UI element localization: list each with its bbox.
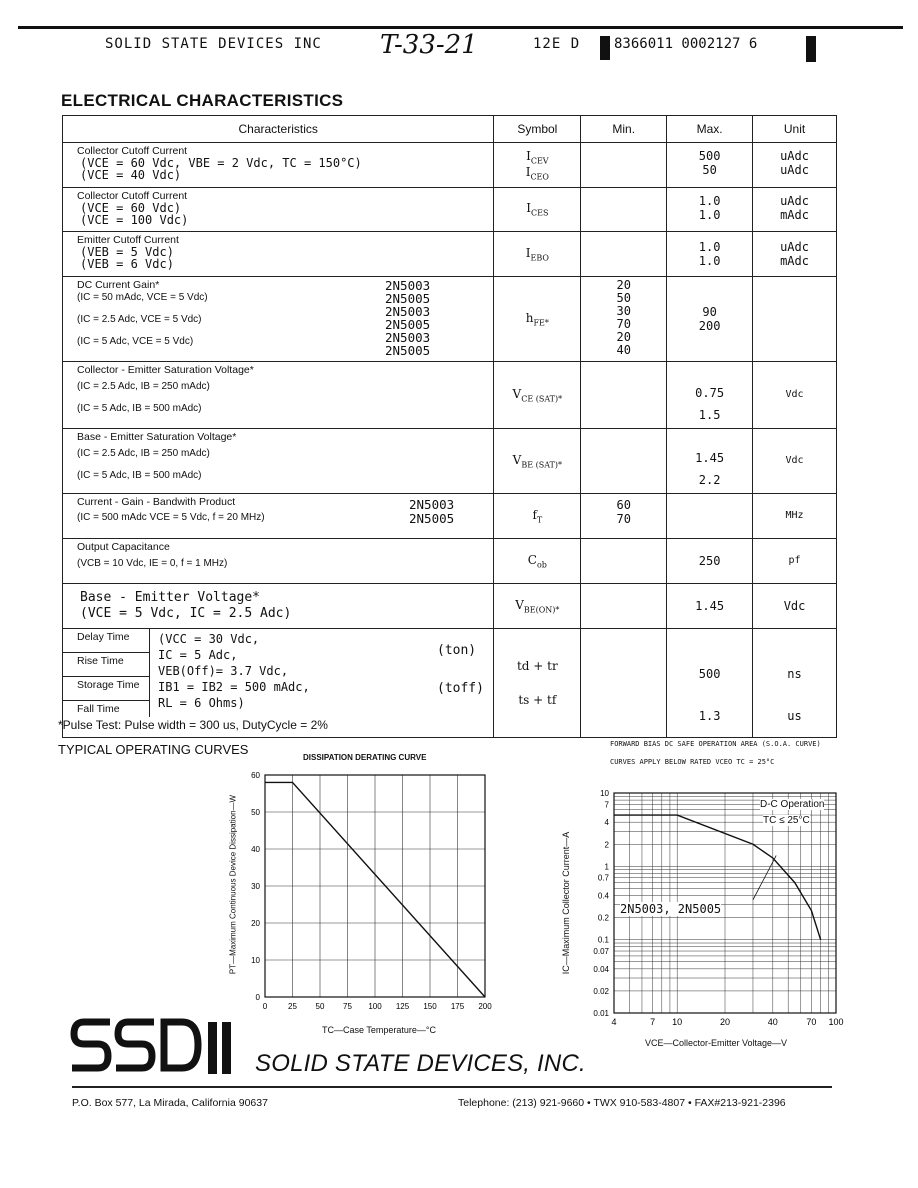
series-line	[614, 815, 821, 940]
condition: (IC = 2.5 Adc, IB = 250 mAdc)	[77, 448, 210, 459]
char-name: Collector Cutoff Current	[77, 145, 188, 157]
char-name: Output Capacitance	[77, 541, 170, 553]
y-tick-label: 0.04	[593, 964, 609, 974]
x-tick-label: 175	[450, 1002, 465, 1011]
device: 2N5003	[385, 330, 431, 345]
condition: (VCE = 60 Vdc, VBE = 2 Vdc, TC = 150°C)	[80, 156, 362, 170]
max-value: 200	[698, 319, 721, 333]
char-name: Base - Emitter Voltage*	[80, 590, 261, 605]
x-tick-label: 150	[423, 1002, 437, 1011]
x-tick-label: 10	[672, 1017, 683, 1027]
condition: (IC = 5 Adc, IB = 500 mAdc)	[77, 470, 202, 481]
unit: Vdc	[783, 599, 806, 613]
y-tick-label: 60	[251, 771, 260, 780]
symbol: h	[525, 310, 534, 325]
condition: (VCB = 10 Vdc, IE = 0, f = 1 MHz)	[77, 558, 228, 569]
symbol: I	[526, 201, 531, 216]
handwritten-code: T-33-21	[380, 30, 478, 60]
chart2-annotation: TC ≤ 25°C	[763, 815, 810, 826]
black-mark	[806, 36, 816, 62]
min-value: 70	[616, 512, 631, 526]
max-value: 1.45	[695, 599, 725, 613]
x-tick-label: 70	[806, 1017, 817, 1027]
symbol-sub: CES	[530, 208, 549, 218]
derating-chart	[215, 765, 505, 1045]
symbol: ts + tf	[518, 693, 557, 707]
char-name: Current - Gain - Bandwith Product	[77, 496, 236, 508]
table-row	[63, 232, 837, 277]
condition: (VEB = 5 Vdc)	[80, 245, 174, 259]
y-tick-label: 7	[604, 800, 609, 810]
device: 2N5003	[385, 278, 431, 293]
min-value: 20	[616, 330, 631, 344]
x-tick-label: 100	[828, 1017, 844, 1027]
table-row	[63, 362, 837, 429]
condition: (IC = 5 Adc, VCE = 5 Vdc)	[77, 336, 194, 347]
condition: (IC = 2.5 Adc, VCE = 5 Vdc)	[77, 314, 202, 325]
unit: uAdc	[780, 163, 809, 177]
condition: (IC = 50 mAdc, VCE = 5 Vdc)	[77, 292, 208, 303]
table-header	[63, 116, 837, 143]
chart2-xlabel: VCE—Collector-Emitter Voltage—V	[645, 1038, 788, 1048]
chart2-ylabel: IC—Maximum Collector Current—A	[561, 831, 571, 975]
condition: (VCE = 40 Vdc)	[80, 168, 182, 182]
company-name: SOLID STATE DEVICES, INC.	[255, 1050, 586, 1077]
x-tick-label: 100	[368, 1002, 382, 1011]
ton-label: (ton)	[437, 643, 477, 658]
symbol: C	[527, 552, 537, 567]
symbol-sub: CEV	[530, 156, 549, 165]
condition: (VCE = 60 Vdc)	[80, 201, 182, 215]
unit: mAdc	[780, 254, 809, 268]
switch-name: Fall Time	[77, 703, 120, 715]
symbol-sub: BE(ON)*	[523, 605, 560, 615]
x-tick-label: 40	[767, 1017, 778, 1027]
table-row	[63, 143, 837, 188]
unit: uAdc	[780, 240, 809, 254]
condition: (IC = 500 mAdc VCE = 5 Vdc, f = 20 MHz)	[77, 512, 265, 523]
spec-table	[62, 115, 837, 738]
x-tick-label: 125	[395, 1002, 410, 1011]
symbol-sub: FE*	[533, 318, 549, 328]
y-tick-label: 0.4	[597, 891, 609, 901]
unit: pf	[788, 555, 801, 566]
condition: VEB(Off)= 3.7 Vdc,	[158, 664, 289, 678]
symbol-sub: ob	[536, 560, 547, 570]
y-tick-label: 30	[251, 882, 260, 891]
symbol-sub: EBO	[530, 253, 549, 263]
chart1-ylabel: PT—Maximum Continuous Device Dissipation—W	[228, 794, 238, 975]
chart1-title: DISSIPATION DERATING CURVE	[303, 753, 427, 762]
max-value: 0.75	[695, 386, 725, 400]
max-value: 1.0	[698, 194, 721, 208]
symbol: I	[525, 165, 531, 179]
pulse-note: *Pulse Test: Pulse width = 300 us, DutyCycle = 2%	[58, 718, 328, 732]
symbol: I	[525, 245, 531, 260]
symbol-sub: T	[536, 515, 543, 525]
switch-name: Rise Time	[63, 653, 149, 677]
min-value: 40	[616, 343, 631, 357]
curves-title: TYPICAL OPERATING CURVES	[58, 742, 249, 757]
max-value: 2.2	[698, 473, 721, 487]
y-tick-label: 0.7	[597, 873, 609, 883]
max-value: 1.0	[698, 240, 721, 254]
condition: (VCC = 30 Vdc,	[158, 632, 260, 646]
code1: 12E D	[533, 36, 581, 52]
table-row	[63, 494, 837, 539]
y-tick-label: 2	[604, 840, 609, 850]
code2: 8366011 0002127 6	[614, 36, 758, 52]
x-tick-label: 20	[719, 1017, 731, 1027]
device: 2N5003	[385, 304, 431, 319]
condition: (VEB = 6 Vdc)	[80, 257, 174, 271]
table-row	[63, 277, 837, 362]
y-tick-label: 0.2	[597, 913, 609, 923]
max-value: 1.3	[698, 709, 721, 723]
company-code: SOLID STATE DEVICES INC	[105, 36, 322, 52]
max-value: 1.5	[698, 408, 721, 422]
unit: uAdc	[780, 149, 809, 163]
col-header: Min.	[581, 116, 667, 143]
char-name: Collector Cutoff Current	[77, 190, 188, 202]
unit: mAdc	[780, 208, 809, 222]
char-name: Collector - Emitter Saturation Voltage*	[77, 364, 254, 376]
chart1-xlabel: TC—Case Temperature—°C	[322, 1025, 436, 1035]
device: 2N5005	[409, 511, 455, 526]
max-value: 500	[698, 667, 721, 681]
y-tick-label: 0	[255, 993, 260, 1002]
top-rule	[18, 26, 903, 29]
symbol: V	[512, 452, 522, 467]
device: 2N5005	[385, 317, 431, 332]
x-tick-label: 50	[315, 1002, 325, 1011]
y-tick-label: 20	[251, 919, 260, 928]
char-name: Emitter Cutoff Current	[77, 234, 179, 246]
col-header: Max.	[667, 116, 753, 143]
device: 2N5003	[409, 497, 455, 512]
max-value: 1.45	[695, 451, 725, 465]
condition: IC = 5 Adc,	[158, 648, 238, 662]
black-mark	[600, 36, 610, 60]
col-header: Symbol	[494, 116, 581, 143]
symbol-sub: BE (SAT)*	[521, 460, 562, 470]
chart2-annotation: D-C Operation	[760, 799, 825, 810]
symbol: I	[526, 148, 531, 163]
unit: ns	[787, 667, 802, 681]
address: P.O. Box 577, La Mirada, California 90637	[72, 1097, 268, 1109]
chart2-subtitle: CURVES APPLY BELOW RATED VCEO TC = 25°C	[610, 758, 775, 766]
y-tick-label: 40	[251, 845, 260, 854]
unit: us	[787, 709, 802, 723]
table-row	[63, 584, 837, 629]
y-tick-label: 10	[600, 789, 609, 798]
unit: Vdc	[785, 389, 804, 400]
chart2-title: FORWARD BIAS DC SAFE OPERATION AREA (S.O.A. CURVE)	[610, 740, 821, 748]
max-value: 90	[702, 305, 717, 319]
x-tick-label: 7	[650, 1017, 656, 1027]
symbol-sub: CEO	[530, 172, 549, 182]
min-value: 20	[616, 278, 631, 292]
y-tick-label: 0.1	[597, 935, 609, 945]
symbol: V	[512, 386, 522, 401]
min-value: 30	[616, 304, 631, 318]
y-tick-label: 4	[604, 818, 609, 828]
min-value: 60	[616, 498, 631, 512]
y-tick-label: 1	[604, 862, 609, 872]
x-tick-label: 75	[343, 1002, 352, 1011]
unit: Vdc	[785, 455, 804, 466]
condition: (IC = 2.5 Adc, IB = 250 mAdc)	[77, 381, 210, 392]
x-tick-label: 200	[478, 1002, 492, 1011]
unit: uAdc	[780, 194, 809, 208]
max-value: 50	[702, 163, 717, 177]
x-tick-label: 25	[288, 1002, 297, 1011]
y-tick-label: 0.01	[593, 1009, 609, 1018]
symbol: f	[532, 507, 537, 522]
max-value: 1.0	[698, 208, 721, 222]
contact: Telephone: (213) 921-9660 • TWX 910-583-4807 • FAX#213-921-2396	[458, 1097, 786, 1109]
condition: (VCE = 5 Vdc, IC = 2.5 Adc)	[80, 606, 292, 621]
chart2-annotation: 2N5003, 2N5005	[620, 902, 722, 916]
table-row	[63, 188, 837, 232]
section-title: ELECTRICAL CHARACTERISTICS	[61, 91, 344, 110]
max-value: 1.0	[698, 254, 721, 268]
y-tick-label: 50	[251, 808, 260, 817]
condition: (IC = 5 Adc, IB = 500 mAdc)	[77, 403, 202, 414]
max-value: 250	[698, 554, 721, 568]
condition: IB1 = IB2 = 500 mAdc,	[158, 680, 310, 694]
max-value: 500	[698, 149, 721, 163]
col-header: Characteristics	[63, 116, 494, 143]
y-tick-label: 0.02	[593, 986, 609, 996]
switch-name: Storage Time	[63, 677, 149, 701]
condition: RL = 6 Ohms)	[158, 696, 245, 710]
table-row	[63, 429, 837, 494]
condition: (VCE = 100 Vdc)	[80, 213, 189, 227]
table-row	[63, 539, 837, 584]
x-tick-label: 4	[611, 1017, 617, 1027]
col-header: Unit	[753, 116, 837, 143]
unit: MHz	[785, 510, 804, 521]
char-name: Base - Emitter Saturation Voltage*	[77, 431, 237, 443]
symbol: V	[515, 597, 524, 612]
switch-name: Delay Time	[63, 629, 149, 653]
device: 2N5005	[385, 291, 431, 306]
symbol-sub: CE (SAT)*	[521, 394, 563, 404]
symbol: td + tr	[516, 659, 558, 673]
min-value: 50	[616, 291, 631, 305]
footer-rule	[72, 1086, 832, 1088]
y-tick-label: 0.07	[593, 947, 609, 957]
min-value: 70	[616, 317, 631, 331]
device: 2N5005	[385, 343, 431, 358]
char-name: DC Current Gain*	[77, 279, 160, 291]
x-tick-label: 0	[262, 1002, 268, 1011]
toff-label: (toff)	[437, 681, 484, 696]
y-tick-label: 10	[251, 956, 260, 965]
ssdi-logo	[70, 1014, 250, 1076]
